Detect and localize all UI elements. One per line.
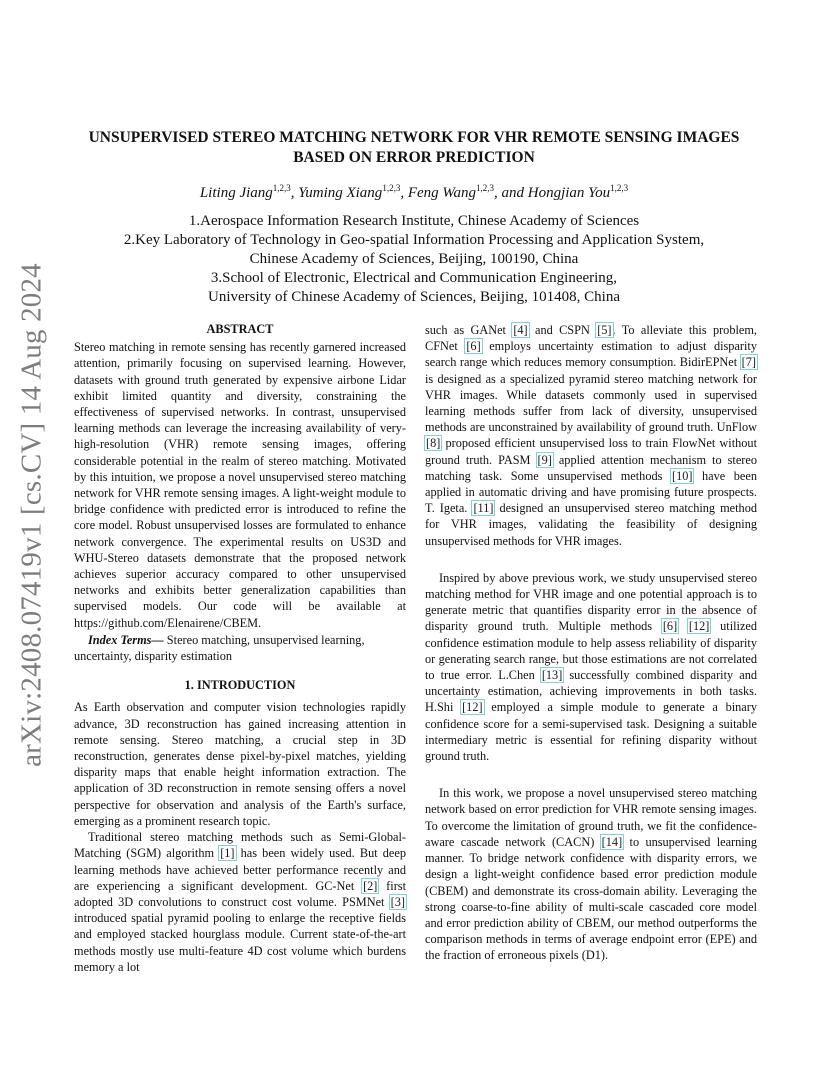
author-name: Feng Wang <box>407 185 477 201</box>
citation-link[interactable]: [10] <box>671 468 693 483</box>
arxiv-identifier-text: arXiv:2408.07419v1 [cs.CV] 14 Aug 2024 <box>15 263 48 767</box>
affiliation-line: Chinese Academy of Sciences, Beijing, 100190, China <box>249 251 579 267</box>
index-terms <box>74 632 406 664</box>
paragraph-text <box>678 619 688 633</box>
author-affiliation-marker: 1,2,3 <box>382 183 401 193</box>
intro-paragraph-2 <box>74 829 406 975</box>
author <box>200 185 298 201</box>
citation-link[interactable]: [13] <box>541 668 563 683</box>
paragraph-text: to unsupervised learning manner. To bridge network confidence with disparity errors, we design a light-weight confidence based error prediction module (CBEM) and demonstrate its cross-domain ability. Leveraging the strong coarse-to-fine ability of multi-scale cascaded core model and error prediction ability of CBEM, our method outperforms the comparison methods in terms of average endpoint error (EPE) and the fraction of erroneous pixels (D1). <box>425 834 757 963</box>
citation-link[interactable]: [12] <box>462 700 483 715</box>
citation-link[interactable]: [12] <box>688 619 710 634</box>
affiliation-line: 3.School of Electronic, Electrical and Communication Engineering, <box>210 270 618 286</box>
paragraph-text: . To alleviate this problem, CFNet <box>425 323 757 354</box>
author <box>408 185 528 201</box>
author <box>528 185 628 201</box>
left-column <box>74 321 406 975</box>
right-paragraph-2 <box>425 570 757 764</box>
paragraph-text: and CSPN <box>528 323 597 337</box>
author-affiliation-marker: 1,2,3 <box>272 183 291 193</box>
citation-link[interactable]: [5] <box>597 323 612 337</box>
citation-link[interactable]: [11] <box>473 501 494 516</box>
paragraph-text: such as GANet <box>425 323 513 337</box>
introduction-heading: 1. INTRODUCTION <box>184 678 296 693</box>
right-paragraph-1 <box>425 322 757 549</box>
abstract-heading: ABSTRACT <box>206 322 274 336</box>
title-line-1: UNSUPERVISED STEREO MATCHING NETWORK FOR VHR REMOTE SENSING IMAGES <box>88 129 740 146</box>
paragraph-text: successfully combined disparity and uncertainty estimation, achieving improvements in both tasks. H.Shi <box>425 668 757 715</box>
paragraph-text: proposed efficient unsupervised loss to train FlowNet without ground truth. PASM <box>425 436 757 467</box>
index-terms-label: Index Terms— <box>88 632 164 647</box>
affiliation-line: 2.Key Laboratory of Technology in Geo-spatial Information Processing and Application System, <box>123 232 705 248</box>
intro-paragraph-1: As Earth observation and computer vision technologies rapidly advance, 3D reconstruction has gained increasing attention in remote sensing. Stereo matching, a crucial step in 3D reconstruction, generates dense pixel-by-pixel matches, yielding disparity maps that enable height information extraction. The application of 3D reconstruction in remote sensing offers a novel perspective for observation and analysis of the Earth's surface, emerging as a prominent research topic. <box>74 700 406 828</box>
citation-link[interactable]: [3] <box>390 894 405 909</box>
citation-link[interactable]: [2] <box>363 878 378 893</box>
paragraph-text: Traditional stereo matching methods such as Semi-Global-Matching (SGM) algorithm <box>74 830 406 861</box>
paragraph-text: applied attention mechanism to stereo matching task. Some unsupervised methods <box>425 452 757 483</box>
author-name: Liting Jiang <box>199 185 273 201</box>
paragraph-text: In this work, we propose a novel unsupervised stereo matching network based on error prediction for VHR remote sensing images. To overcome the limitation of ground truth, we fit the confidence-aware cascade network (CACN) <box>425 786 757 849</box>
paragraph-text: have been applied in automatic driving and have promising future prospects. T. Igeta. <box>425 468 757 516</box>
paragraph-text: has been widely used. But deep learning methods have achieved better performance recently and are experiencing a significant development. GC-Net <box>74 846 406 893</box>
index-terms-text: Stereo matching, unsupervised learning, uncertainty, disparity estimation <box>74 632 365 664</box>
abstract-text: Stereo matching in remote sensing has recently garnered increased attention, primarily focusing on supervised learning. However, datasets with ground truth generated by expensive airbone Lidar exhibit limited quantity and diversity, constraining the effectiveness of supervised networks. In contrast, unsupervised learning methods can leverage the increasing availability of very-high-resolution (VHR) remote sensing images, offering considerable potential in the realm of stereo matching. Motivated by this intuition, we propose a novel unsupervised stereo matching network for VHR remote sensing images. A light-weight module to bridge confidence with predicted error is introduced to refine the core model. Robust unsupervised losses are formulated to enhance network convergence. The experimental results on US3D and WHU-Stereo datasets demonstrate that the proposed network achieves superior accuracy compared to other unsupervised networks and exhibits better generalization capabilities than supervised models. Our code will be available at https://github.com/Elenairene/CBEM. <box>74 340 406 630</box>
paper-title <box>60 128 768 168</box>
arxiv-identifier <box>12 263 52 767</box>
paragraph-text: utilized confidence estimation module to help assess reliability of disparity or generating search range, but those estimations are not correlated to true error. L.Chen <box>425 619 758 683</box>
author-name: Yuming Xiang <box>298 185 383 201</box>
paragraph-text: employed a simple module to generate a binary confidence score for a semi-supervised task. Designing a suitable intermediary metric is essential for refining disparity without ground truth. <box>425 700 757 764</box>
citation-link[interactable]: [4] <box>513 323 528 337</box>
paragraph-text: is designed as a specialized pyramid stereo matching network for VHR images. While datasets commonly used in supervised learning methods suffer from lack of diversity, unsupervised methods are unconstrained by availability of ground truth. UnFlow <box>425 371 757 435</box>
paragraph-text: first adopted 3D convolutions to construct cost volume. PSMNet <box>74 878 406 909</box>
author-separator: , <box>400 185 408 201</box>
citation-link[interactable]: [14] <box>601 834 623 849</box>
author <box>298 185 408 201</box>
author-separator: , <box>290 185 299 201</box>
author-list <box>60 183 768 202</box>
author-affiliation-marker: 1,2,3 <box>476 183 495 193</box>
author-separator: , and <box>494 185 528 201</box>
paragraph-text: employs uncertainty estimation to adjust disparity search range which reduces memory consumption. BidirEPNet <box>425 339 757 370</box>
right-column <box>425 322 757 964</box>
citation-link[interactable]: [9] <box>537 452 552 467</box>
paragraph-text: designed an unsupervised stereo matching method for VHR images, validating the feasibility of designing unsupervised methods for VHR images. <box>425 501 757 548</box>
author-name: Hongjian You <box>527 185 611 201</box>
right-paragraph-3 <box>425 785 757 963</box>
citation-link[interactable]: [6] <box>662 619 678 634</box>
affiliation-line: University of Chinese Academy of Sciences, Beijing, 101408, China <box>207 289 620 305</box>
citation-link[interactable]: [1] <box>220 846 235 861</box>
title-line-2: BASED ON ERROR PREDICTION <box>293 149 535 166</box>
paragraph-text: Inspired by above previous work, we study unsupervised stereo matching method for VHR image and one potential approach is to generate metric that quantifies disparity error in the absence of disparity ground truth. Multiple methods <box>425 570 757 634</box>
citation-link[interactable]: [8] <box>426 436 441 451</box>
citation-link[interactable]: [6] <box>466 339 481 354</box>
citation-link[interactable]: [7] <box>741 355 756 370</box>
paragraph-text: introduced spatial pyramid pooling to enlarge the receptive fields and employed stacked hourglass module. Current state-of-the-art methods mostly use multi-feature 4D cost volume which burdens memory a lot <box>74 911 406 974</box>
author-affiliation-marker: 1,2,3 <box>610 183 629 193</box>
affiliation-line: 1.Aerospace Information Research Institute, Chinese Academy of Sciences <box>188 213 640 229</box>
affiliations <box>60 212 768 307</box>
